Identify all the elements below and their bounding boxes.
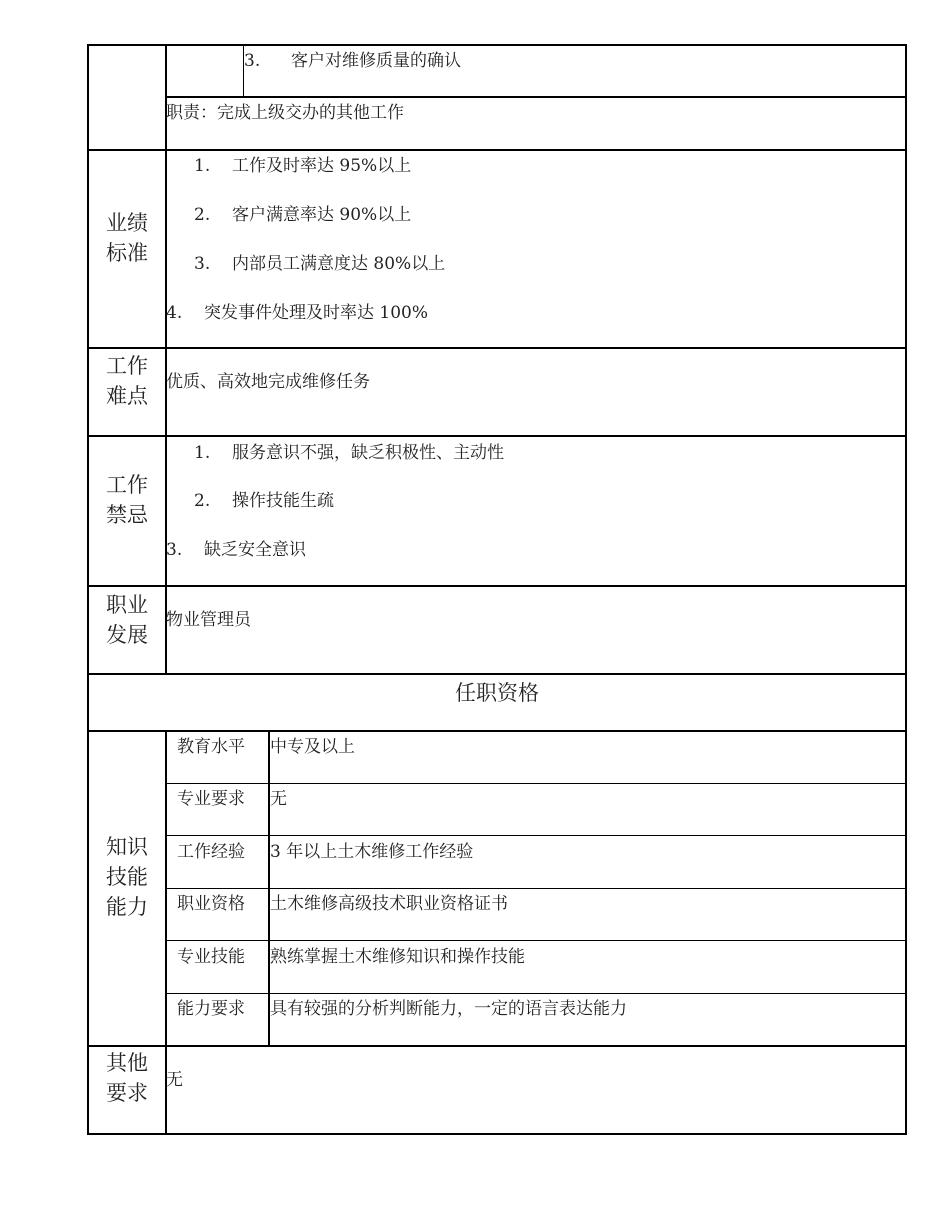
- row-divider: [87, 1045, 907, 1047]
- list-number: 2.: [194, 205, 211, 225]
- skills-row-divider: [165, 993, 907, 994]
- header-line: 技能: [106, 865, 148, 889]
- difficulty-text: 优质、高效地完成维修任务: [166, 372, 370, 392]
- skills-row-value: 土木维修高级技术职业资格证书: [270, 894, 508, 914]
- list-text: 内部员工满意度达 80%以上: [232, 254, 446, 274]
- header-line: 难点: [106, 384, 148, 408]
- skills-row-label: 工作经验: [177, 842, 245, 862]
- header-line: 禁忌: [106, 503, 148, 527]
- skills-row-value: 具有较强的分析判断能力，一定的语言表达能力: [270, 999, 627, 1019]
- skills-row-divider: [165, 940, 907, 941]
- other-text: 无: [166, 1070, 183, 1090]
- list-number: 3.: [244, 51, 261, 71]
- taboo-item: [166, 540, 306, 560]
- list-text: 缺乏安全意识: [204, 540, 306, 560]
- header-line: 发展: [106, 623, 148, 647]
- list-text: 操作技能生疏: [232, 491, 334, 511]
- performance-header: [88, 208, 166, 268]
- row-divider: [87, 585, 907, 587]
- skills-row-value: 3 年以上土木维修工作经验: [270, 842, 474, 862]
- skills-row-label: 教育水平: [177, 737, 245, 757]
- header-line: 标准: [106, 241, 148, 265]
- list-text: 客户对维修质量的确认: [291, 51, 461, 71]
- header-line: 职业: [106, 593, 148, 617]
- list-number: 1.: [194, 156, 211, 176]
- skills-row-label: 职业资格: [177, 894, 245, 914]
- list-text: 服务意识不强，缺乏积极性、主动性: [232, 443, 504, 463]
- taboo-header: [88, 470, 166, 530]
- row-divider: [165, 96, 907, 98]
- skills-row-value: 无: [270, 789, 287, 809]
- skills-row-divider: [165, 835, 907, 836]
- duty-item-3: [244, 51, 461, 71]
- list-text: 客户满意率达 90%以上: [232, 205, 412, 225]
- taboo-item: [194, 491, 334, 511]
- header-line: 要求: [106, 1081, 148, 1105]
- career-text: 物业管理员: [166, 610, 251, 630]
- performance-item: [166, 303, 428, 323]
- skills-row-value: 中专及以上: [270, 737, 355, 757]
- header-line: 其他: [106, 1051, 148, 1075]
- row-divider: [87, 149, 907, 151]
- header-line: 工作: [106, 354, 148, 378]
- list-number: 4.: [166, 303, 183, 323]
- list-number: 3.: [194, 254, 211, 274]
- row-divider: [87, 673, 907, 675]
- performance-item: [194, 254, 445, 274]
- row-divider: [87, 730, 907, 732]
- header-line: 业绩: [106, 211, 148, 235]
- header-line: 能力: [106, 895, 148, 919]
- skills-row-divider: [165, 888, 907, 889]
- skills-row-label: 专业要求: [177, 789, 245, 809]
- taboo-item: [194, 443, 504, 463]
- career-header: [88, 590, 166, 650]
- list-number: 3.: [166, 540, 183, 560]
- skills-row-divider: [165, 783, 907, 784]
- list-text: 突发事件处理及时率达 100%: [204, 303, 429, 323]
- difficulty-header: [88, 351, 166, 411]
- skills-header: [88, 832, 166, 922]
- duty-other-tasks: 职责：完成上级交办的其他工作: [166, 103, 404, 123]
- performance-item: [194, 156, 411, 176]
- list-number: 2.: [194, 491, 211, 511]
- skills-row-label: 专业技能: [177, 947, 245, 967]
- header-line: 知识: [106, 835, 148, 859]
- performance-item: [194, 205, 411, 225]
- qualification-title: 任职资格: [455, 681, 539, 705]
- list-text: 工作及时率达 95%以上: [232, 156, 412, 176]
- list-number: 1.: [194, 443, 211, 463]
- row-divider: [87, 435, 907, 437]
- skills-row-label: 能力要求: [177, 999, 245, 1019]
- other-header: [88, 1048, 166, 1108]
- header-line: 工作: [106, 473, 148, 497]
- skills-row-value: 熟练掌握土木维修知识和操作技能: [270, 947, 525, 967]
- row-divider: [87, 347, 907, 349]
